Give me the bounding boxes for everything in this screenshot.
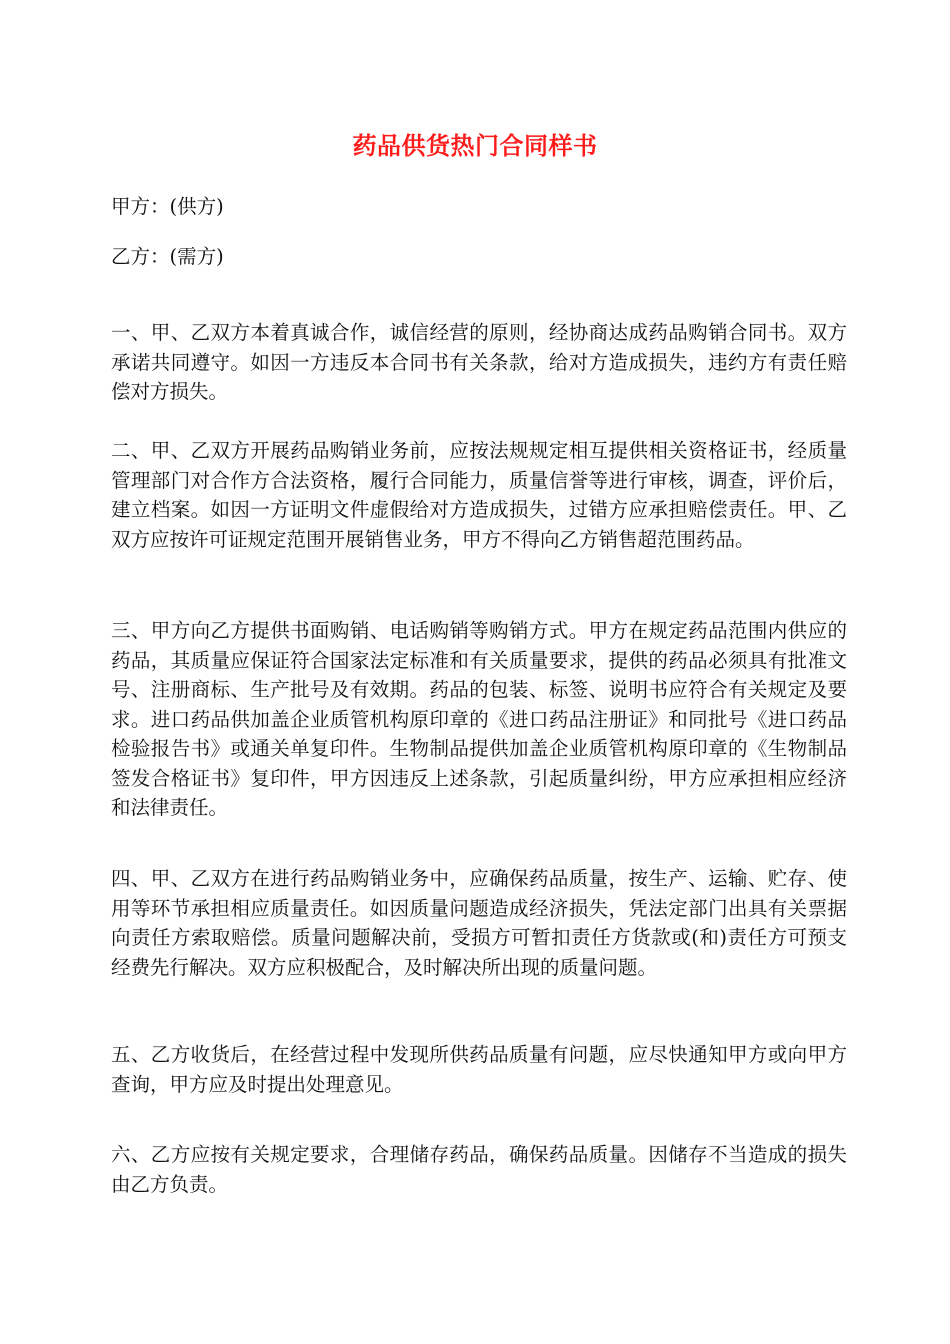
party-a-line: 甲方：(供方) bbox=[111, 195, 224, 218]
clause-2: 二、甲、乙双方开展药品购销业务前，应按法规规定相互提供相关资格证书，经质量管理部门对合作方合法资格，履行合同能力，质量信誉等进行审核，调查，评价后，建立档案。如因一方证明文件虚假给对方造成损失，过错方应承担赔偿责任。甲、乙双方应按许可证规定范围开展销售业务，甲方不得向乙方销售超范围药品。 bbox=[111, 439, 847, 551]
party-b-line: 乙方：(需方) bbox=[111, 245, 224, 268]
clause-6: 六、乙方应按有关规定要求，合理储存药品，确保药品质量。因储存不当造成的损失由乙方负责。 bbox=[111, 1143, 847, 1196]
clause-5: 五、乙方收货后，在经营过程中发现所供药品质量有问题，应尽快通知甲方或向甲方查询，甲方应及时提出处理意见。 bbox=[111, 1043, 847, 1096]
clause-4: 四、甲、乙双方在进行药品购销业务中，应确保药品质量，按生产、运输、贮存、使用等环节承担相应质量责任。如因质量问题造成经济损失，凭法定部门出具有关票据向责任方索取赔偿。质量问题解决前，受损方可暂扣责任方货款或(和)责任方可预支经费先行解决。双方应积极配合，及时解决所出现的质量问题。 bbox=[111, 867, 847, 979]
clause-1: 一、甲、乙双方本着真诚合作，诚信经营的原则，经协商达成药品购销合同书。双方承诺共同遵守。如因一方违反本合同书有关条款，给对方造成损失，违约方有责任赔偿对方损失。 bbox=[111, 321, 847, 403]
document-title: 药品供货热门合同样书 bbox=[352, 132, 598, 160]
clause-3: 三、甲方向乙方提供书面购销、电话购销等购销方式。甲方在规定药品范围内供应的药品，其质量应保证符合国家法定标准和有关质量要求，提供的药品必须具有批准文号、注册商标、生产批号及有效期。药品的包装、标签、说明书应符合有关规定及要求。进口药品供加盖企业质管机构原印章的《进口药品注册证》和同批号《进口药品检验报告书》或通关单复印件。生物制品提供加盖企业质管机构原印章的《生物制品签发合格证书》复印件，甲方因违反上述条款，引起质量纠纷，甲方应承担相应经济和法律责任。 bbox=[111, 619, 847, 819]
